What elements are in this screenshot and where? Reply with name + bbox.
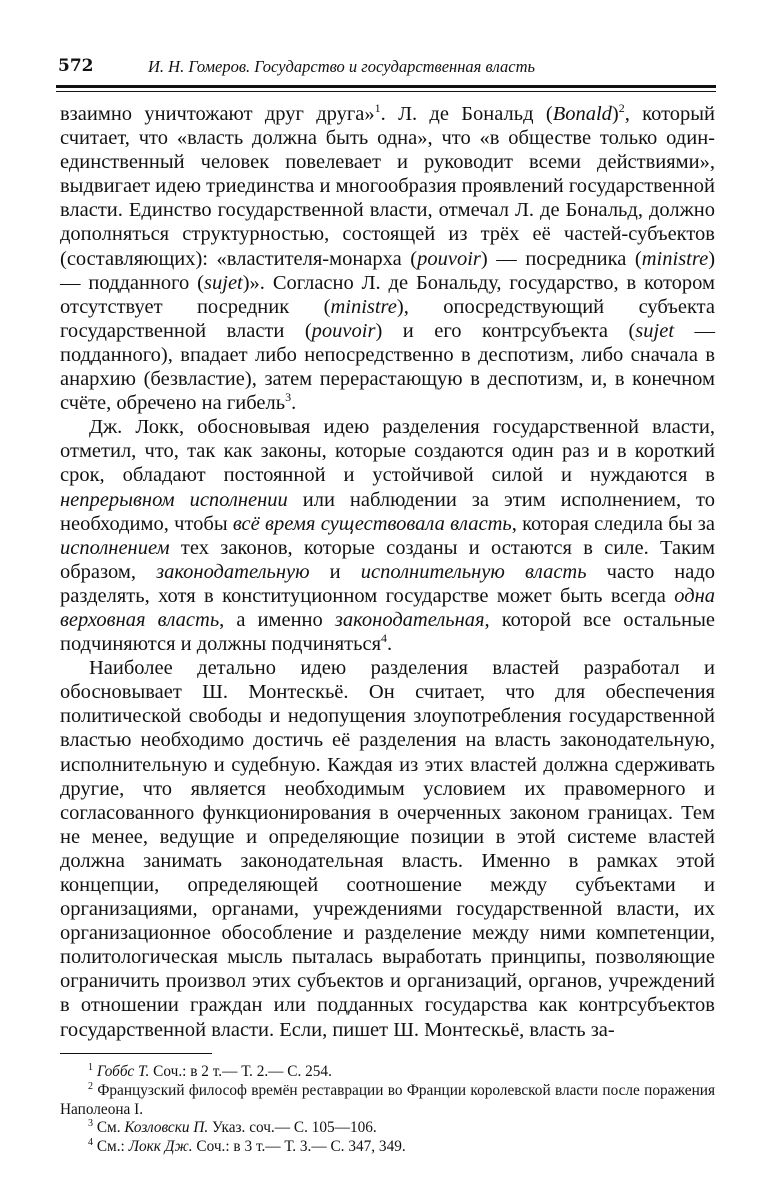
italic-text: законодательная — [334, 608, 485, 631]
text-run: См. — [93, 1119, 125, 1137]
header-rule-thick — [56, 85, 716, 88]
italic-text: Козловски П. — [124, 1119, 209, 1137]
italic-text: pouvoir — [417, 247, 481, 270]
text-run: — подданного), впадает либо непосредственно в деспотизм, либо сначала в анархию (безвластие), затем перерастающую в деспотизм, и, в конечном счёте, обречено на гибель — [60, 319, 715, 415]
text-run: ), опосредствующий субъекта государственной власти ( — [60, 295, 715, 342]
text-run: См.: — [93, 1138, 129, 1156]
text-run: Соч.: в 3 т.— Т. 3.— С. 347, 349. — [192, 1138, 406, 1156]
text-run: ) — посредника ( — [480, 247, 642, 270]
italic-text: Bonald — [552, 103, 612, 125]
italic-text: ministre — [330, 295, 397, 318]
body-text — [60, 102, 715, 1042]
italic-text: ministre — [641, 247, 709, 270]
text-run: Французский философ времён реставрации во Франции королевской власти после поражения Наполеона I. — [60, 1081, 715, 1118]
italic-text: исполнением — [60, 536, 170, 559]
text-run: . Л. де Бональд ( — [380, 103, 553, 125]
paragraph — [60, 656, 715, 1042]
footnote — [60, 1063, 715, 1082]
footnote-ref: 4 — [88, 1137, 93, 1149]
italic-text: sujet — [635, 319, 675, 342]
text-run: ) и его контрсубъекта ( — [375, 319, 636, 342]
text-run: , которая следила бы за — [511, 512, 715, 535]
footnote-ref: 2 — [618, 101, 625, 116]
text-run: , которой все остальные подчиняются и должны подчиняться — [60, 608, 715, 656]
italic-text: Локк Дж. — [128, 1138, 193, 1156]
italic-text: непрерывном исполнении — [60, 488, 288, 511]
text-run: Указ. соч.— С. 105—106. — [208, 1119, 377, 1137]
text-run: )». Согласно Л. де Бональду, государство, в котором отсутствует посредник ( — [60, 271, 715, 318]
footnote-ref: 1 — [374, 101, 381, 116]
running-title: И. Н. Гомеров. Государство и государственная власть — [148, 57, 536, 76]
text-run: ) — подданного ( — [60, 247, 716, 294]
footnote-ref: 4 — [381, 631, 387, 646]
footnote-ref: 1 — [88, 1061, 93, 1073]
footnote-ref: 3 — [285, 390, 292, 405]
footnote — [60, 1138, 715, 1157]
text-run: . — [387, 633, 393, 656]
text-run: тех законов, которые созданы и остаются в силе. Таким образом, — [60, 536, 715, 583]
page-number: 572 — [58, 56, 94, 76]
text-run: , который считает, что «власть должна быть одна», что «в обществе только один-единственный человек повелевает и руководит всеми действиями», выдвигает идею триединства и многообразия проявлений государственной власти. Единство государственной власти, отмечал Л. де Бональд, должно дополняться структурностью, состоящей из трёх её частей-субъектов (составляющих): «властителя-монарха ( — [60, 103, 715, 270]
text-run: Соч.: в 2 т.— Т. 2.— С. 254. — [149, 1063, 332, 1080]
footnote — [60, 1082, 715, 1120]
text-run: ) — [611, 103, 619, 125]
text-run: или наблюдении за этим исполнением, то необходимо, чтобы — [60, 488, 715, 535]
footnotes — [60, 1063, 715, 1157]
header-rule-thin — [56, 91, 716, 92]
italic-text: sujet — [204, 271, 243, 294]
italic-text: всё время существовала власть — [232, 512, 512, 535]
italic-text: исполнительную власть — [360, 560, 587, 583]
text-run: Наиболее детально идею разделения властей разработал и обосновывает Ш. Монтескьё. Он считает, что для обеспечения политической свободы и недопущения злоупотребления государственной властью необходимо достичь её разделения на власть законодательную, исполнительную и судебную. Каждая из этих властей должна сдерживать другие, что является необходимым условием их правомерного и согласованного функционирования в очерченных законом границах. Тем не менее, ведущие и определяющие позиции в этой системе властей должна занимать законодательная власть. Именно в рамках этой концепции, определяющей соотношение между субъектами и организациями, органами, учреждениями государственной власти, их организационное обособление и разделение между ними компетенции, политологическая мысль пыталась выработать принципы, позволяющие ограничить произвол этих субъектов и организаций, органов, учреждений в отношении граждан или подданных государства как контрсубъектов государственной власти. Если, пишет Ш. Монтескьё, власть за- — [60, 657, 715, 1041]
italic-text: Гоббс Т. — [96, 1063, 150, 1080]
text-run: , а именно — [219, 608, 335, 631]
footnote-ref: 3 — [88, 1118, 93, 1130]
running-head — [58, 56, 718, 82]
footnote-ref: 2 — [88, 1080, 93, 1092]
paragraph — [60, 415, 715, 656]
text-run: и — [309, 560, 361, 583]
footnote-separator — [60, 1053, 212, 1054]
text-run: часто надо разделять, хотя в конституционном государстве может быть всегда — [60, 560, 715, 607]
italic-text: pouvoir — [311, 319, 376, 342]
paragraph — [60, 102, 715, 415]
text-run: Дж. Локк, обосновывая идею разделения государственной власти, отметил, что, так как законы, которые создаются один раз и в короткий срок, обладают постоянной и устойчивой силой и нуждаются в — [60, 416, 715, 487]
footnote — [60, 1119, 715, 1138]
italic-text: одна верховная власть — [60, 584, 715, 631]
italic-text: законодательную — [156, 560, 310, 583]
text-run: взаимно уничтожают друг друга» — [60, 103, 375, 125]
text-run: . — [291, 392, 297, 415]
